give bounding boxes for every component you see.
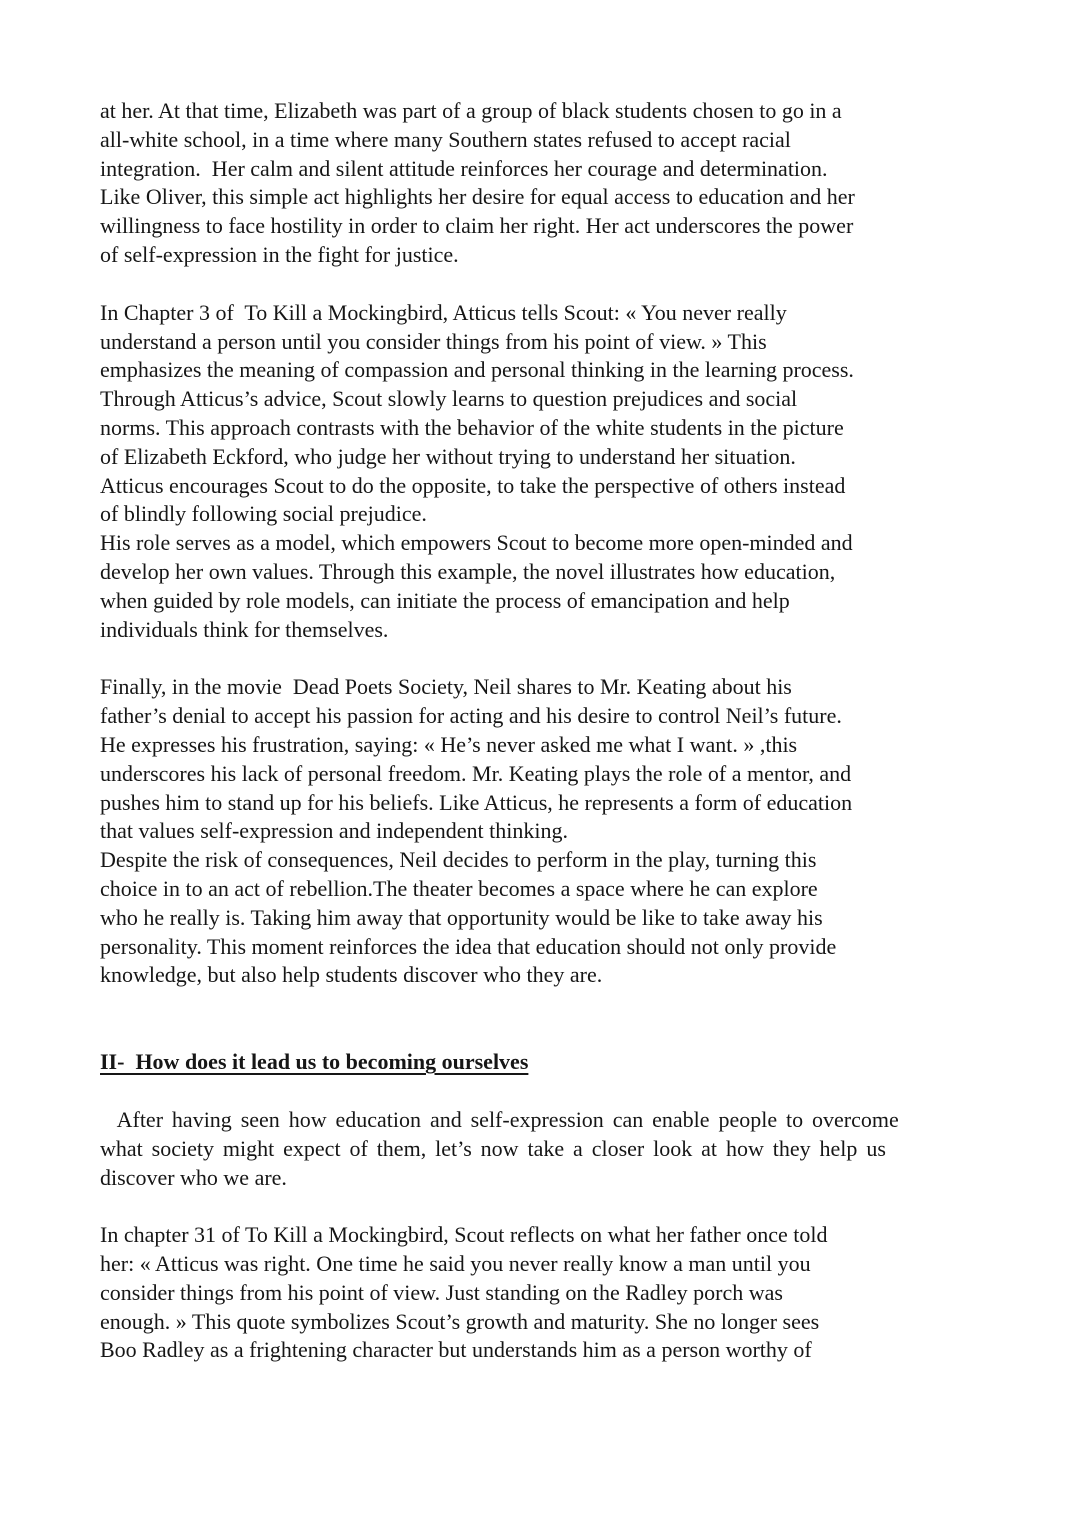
text-line: After having seen how education and self-expression can enable people to overcome — [100, 1106, 899, 1132]
text-line: Through Atticus’s advice, Scout slowly learns to question prejudices and social — [100, 386, 798, 412]
text-line: consider things from his point of view. Just standing on the Radley porch was — [100, 1279, 783, 1305]
text-line: integration. Her calm and silent attitude reinforces her courage and determination. — [100, 155, 828, 181]
text-line: In chapter 31 of To Kill a Mockingbird, Scout reflects on what her father once told — [100, 1222, 828, 1248]
text-line: He expresses his frustration, saying: « He’s never asked me what I want. » ,this — [100, 731, 798, 757]
paragraph — [100, 673, 996, 990]
text-line: father’s denial to accept his passion for acting and his desire to control Neil’s future. — [100, 703, 842, 729]
text-line: when guided by role models, can initiate the process of emancipation and help — [100, 587, 790, 613]
text-line: develop her own values. Through this example, the novel illustrates how education, — [100, 558, 836, 584]
text-line: In Chapter 3 of To Kill a Mockingbird, Atticus tells Scout: « You never really — [100, 299, 787, 325]
paragraph — [100, 299, 996, 645]
text-line: norms. This approach contrasts with the behavior of the white students in the picture — [100, 414, 844, 440]
text-line: all-white school, in a time where many Southern states refused to accept racial — [100, 126, 791, 152]
text-line: Boo Radley as a frightening character but understands him as a person worthy of — [100, 1337, 812, 1363]
text-line: Finally, in the movie Dead Poets Society, Neil shares to Mr. Keating about his — [100, 674, 792, 700]
text-line: that values self-expression and independent thinking. — [100, 818, 568, 844]
text-line: who he really is. Taking him away that opportunity would be like to take away his — [100, 904, 823, 930]
document-body — [100, 97, 996, 1365]
paragraph — [100, 1106, 996, 1192]
text-line: discover who we are. — [100, 1164, 287, 1190]
paragraph — [100, 1221, 996, 1365]
text-line: of blindly following social prejudice. — [100, 501, 427, 527]
text-line: Like Oliver, this simple act highlights her desire for equal access to education and her — [100, 184, 855, 210]
heading-text: II- How does it lead us to becoming ourselves — [100, 1049, 529, 1075]
paragraph — [100, 97, 996, 270]
text-line: Despite the risk of consequences, Neil decides to perform in the play, turning this — [100, 847, 817, 873]
text-line: pushes him to stand up for his beliefs. Like Atticus, he represents a form of education — [100, 789, 853, 815]
text-line: personality. This moment reinforces the idea that education should not only provide — [100, 933, 837, 959]
text-line: underscores his lack of personal freedom. Mr. Keating plays the role of a mentor, and — [100, 760, 852, 786]
text-line: emphasizes the meaning of compassion and personal thinking in the learning process. — [100, 357, 854, 383]
text-line: enough. » This quote symbolizes Scout’s growth and maturity. She no longer sees — [100, 1308, 820, 1334]
text-line: choice in to an act of rebellion.The theater becomes a space where he can explore — [100, 875, 818, 901]
text-line: of self-expression in the fight for justice. — [100, 241, 459, 267]
text-line: at her. At that time, Elizabeth was part of a group of black students chosen to go in a — [100, 98, 842, 123]
text-line: what society might expect of them, let’s now take a closer look at how they help us — [100, 1135, 886, 1161]
text-line: Atticus encourages Scout to do the opposite, to take the perspective of others instead — [100, 472, 846, 498]
text-line: her: « Atticus was right. One time he said you never really know a man until you — [100, 1251, 811, 1277]
text-line: individuals think for themselves. — [100, 616, 389, 642]
text-line: His role serves as a model, which empowers Scout to become more open-minded and — [100, 530, 853, 556]
text-line: of Elizabeth Eckford, who judge her without trying to understand her situation. — [100, 443, 796, 469]
text-line: willingness to face hostility in order to claim her right. Her act underscores the power — [100, 213, 854, 239]
text-line: knowledge, but also help students discover who they are. — [100, 962, 603, 988]
text-line: understand a person until you consider things from his point of view. » This — [100, 328, 767, 354]
section-heading — [100, 1048, 996, 1077]
